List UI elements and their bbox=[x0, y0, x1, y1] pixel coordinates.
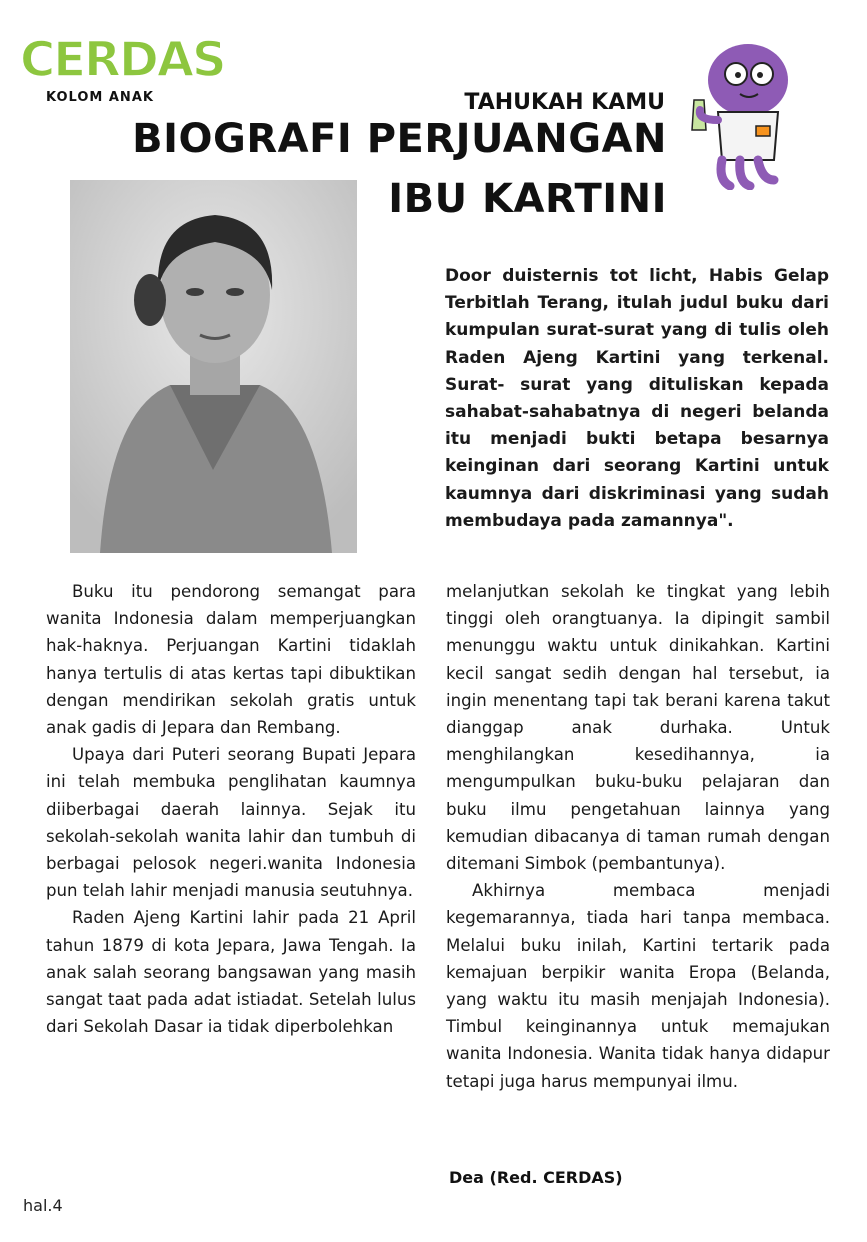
logo-subtitle: KOLOM ANAK bbox=[46, 90, 154, 105]
kartini-portrait-photo bbox=[70, 180, 357, 553]
left-paragraph-1: Buku itu pendorong semangat para wanita Indonesia dalam memperjuangkan hak-haknya. Perjuangan Kartini tidaklah hanya tertulis di atas kertas tapi dibuktikan dengan mendirikan sekolah gratis untuk anak gadis di Jepara dan Rembang. bbox=[46, 582, 416, 738]
section-kicker: TAHUKAH KAMU bbox=[464, 90, 665, 115]
page-title-line1: BIOGRAFI PERJUANGAN bbox=[132, 116, 667, 162]
article-column-left bbox=[46, 578, 416, 1040]
page-number: hal.4 bbox=[23, 1196, 63, 1215]
author-signature: Dea (Red. CERDAS) bbox=[449, 1168, 623, 1187]
intro-text: Door duisternis tot licht, Habis Gelap Terbitlah Terang, itulah judul buku dari kumpulan surat-surat yang di tulis oleh Raden Ajeng Kartini yang terkenal. Surat- surat yang dituliskan kepada sahabat-sahabatnya di negeri belanda itu menjadi bukti betapa besarnya keinginan dari seorang Kartini untuk kaumnya dari diskriminasi yang sudah membudaya pada zamannya". bbox=[445, 266, 829, 531]
scientist-mascot-illustration bbox=[678, 40, 798, 190]
logo-text: CERDAS bbox=[20, 34, 225, 84]
right-paragraph-1: melanjutkan sekolah ke tingkat yang lebih tinggi oleh orangtuanya. Ia dipingit sambil menunggu waktu untuk dinikahkan. Kartini kecil sangat sedih dengan hal tersebut, ia ingin menentang tapi tak berani karena takut dianggap anak durhaka. Untuk menghilangkan kesedihannya, ia mengumpulkan buku-buku pelajaran dan buku ilmu pengetahuan lainnya yang kemudian dibacanya di taman rumah dengan ditemani Simbok (pembantunya). bbox=[446, 582, 830, 874]
intro-paragraph bbox=[445, 263, 829, 535]
left-paragraph-3: Raden Ajeng Kartini lahir pada 21 April tahun 1879 di kota Jepara, Jawa Tengah. Ia anak salah seorang bangsawan yang masih sangat taat pada adat istiadat. Setelah lulus dari Sekolah Dasar ia tidak diperbolehkan bbox=[46, 908, 416, 1037]
cerdas-logo bbox=[20, 34, 230, 84]
left-paragraph-2: Upaya dari Puteri seorang Bupati Jepara ini telah membuka penglihatan kaumnya diiberbagai daerah lainnya. Sejak itu sekolah-sekolah wanita lahir dan tumbuh di berbagai pelosok negeri.wanita Indonesia pun telah lahir menjadi manusia seutuhnya. bbox=[46, 745, 416, 901]
page-title-line2: IBU KARTINI bbox=[388, 176, 667, 222]
right-paragraph-2: Akhirnya membaca menjadi kegemarannya, tiada hari tanpa membaca. Melalui buku inilah, Kartini tertarik pada kemajuan berpikir wanita Eropa (Belanda, yang waktu itu masih menjajah Indonesia). Timbul keinginannya untuk memajukan wanita Indonesia. Wanita tidak hanya didapur tetapi juga harus mempunyai ilmu. bbox=[446, 881, 830, 1091]
article-column-right bbox=[446, 578, 830, 1095]
